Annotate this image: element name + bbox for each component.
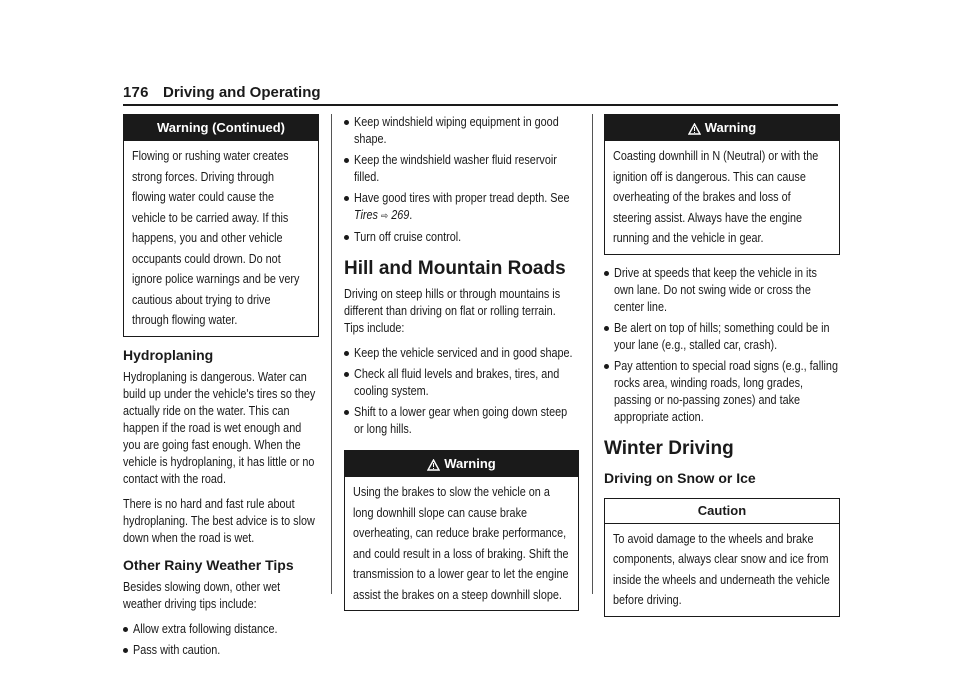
column-3: [604, 114, 840, 625]
page-header: [123, 84, 838, 102]
hill-tips-list: [344, 345, 579, 438]
warning-coasting-title: Warning: [704, 120, 757, 135]
bullet-icon: [123, 648, 128, 653]
bullet-icon: [344, 196, 349, 201]
hill-roads-intro: Driving on steep hills or through mountains is different than driving on flat or rolling terrain. Tips include:: [344, 287, 561, 335]
bullet-icon: [344, 372, 349, 377]
bullet-icon: [604, 271, 609, 276]
list-item: Pay attention to special road signs (e.g., falling rocks area, winding roads, long grades, passing or no-passing zones) and take appropriate action.: [604, 358, 840, 426]
caution-text: To avoid damage to the wheels and brake components, always clear snow and ice from inside the wheels and underneath the vehicle before driving.: [613, 531, 830, 607]
list-item: Shift to a lower gear when going down steep or long hills.: [344, 404, 579, 438]
warning-coasting-text: Coasting downhill in N (Neutral) or with the ignition off is dangerous. This can cause overheating of the brakes and loss of steering assist. Always have the engine running and the vehicle in gear.: [613, 149, 819, 245]
hydroplaning-paragraph-2: There is no hard and fast rule about hydroplaning. The best advice is to slow down when the road is wet.: [123, 496, 315, 545]
tires-link[interactable]: Tires: [354, 208, 378, 222]
list-item: Check all fluid levels and brakes, tires, and cooling system.: [344, 366, 579, 400]
snow-ice-heading: Driving on Snow or Ice: [604, 469, 756, 486]
header-divider: [123, 104, 838, 106]
column-divider: [331, 114, 332, 594]
page-number: 176: [123, 84, 149, 101]
list-item: Keep the vehicle serviced and in good shape.: [344, 345, 579, 362]
list-item: Drive at speeds that keep the vehicle in its own lane. Do not swing wide or cross the center line.: [604, 265, 840, 316]
list-item: Have good tires with proper tread depth. See Tires ⇨ 269.: [344, 190, 579, 225]
warning-continued-title: Warning (Continued): [124, 115, 318, 141]
rainy-tips-intro: Besides slowing down, other wet weather driving tips include:: [123, 579, 281, 611]
rainy-tips-list: [123, 621, 319, 659]
tires-page-link[interactable]: 269: [391, 208, 410, 222]
warning-coasting-header: [605, 115, 839, 141]
warning-triangle-icon: [427, 459, 440, 471]
hill-roads-heading: Hill and Mountain Roads: [344, 258, 566, 279]
caution-box: [604, 498, 840, 617]
hydroplaning-paragraph-1: Hydroplaning is dangerous. Water can build up under the vehicle's tires so they actually ride on the water. This can happen if the road is wet enough and you are going fast enough. When the vehicle is hydroplaning, it has little or no contact with the road.: [123, 369, 316, 486]
warning-brakes-title: Warning: [444, 456, 496, 471]
bullet-icon: [344, 235, 349, 240]
section-title: Driving and Operating: [163, 84, 321, 101]
bullet-icon: [123, 627, 128, 632]
column-2: [344, 114, 579, 619]
winter-driving-heading: Winter Driving: [604, 437, 734, 459]
column-1: [123, 114, 319, 665]
list-item: Turn off cruise control.: [344, 229, 579, 246]
rainy-tips-list-cont: [344, 114, 579, 246]
warning-triangle-icon: [688, 123, 701, 135]
bullet-icon: [344, 120, 349, 125]
list-item: Keep windshield wiping equipment in good shape.: [344, 114, 579, 148]
bullet-icon: [344, 410, 349, 415]
warning-continued-text: Flowing or rushing water creates strong forces. Driving through flowing water could cause the vehicle to be carried away. If this happens, you and other vehicle occupants could drown. Do not ignore police warnings and be very cautious about trying to drive through flowing water.: [132, 149, 300, 327]
column-divider: [592, 114, 593, 594]
hill-tips-list-cont: [604, 265, 840, 426]
caution-title: Caution: [605, 499, 839, 524]
hydroplaning-heading: Hydroplaning: [123, 346, 214, 363]
list-item: Pass with caution.: [123, 642, 319, 659]
warning-brakes-text: Using the brakes to slow the vehicle on a long downhill slope can cause brake overheating, can reduce brake performance, and could result in a loss of braking. Shift the transmission to a lower gear to let the engine assist the brakes on a steep downhill slope.: [353, 485, 569, 602]
list-item: Be alert on top of hills; something could be in your lane (e.g., stalled car, crash).: [604, 320, 840, 354]
warning-coasting-box: [604, 114, 840, 255]
warning-continued-box: [123, 114, 319, 337]
rainy-tips-heading: Other Rainy Weather Tips: [123, 556, 294, 573]
warning-brakes-box: [344, 450, 579, 611]
bullet-icon: [604, 364, 609, 369]
list-item: Allow extra following distance.: [123, 621, 319, 638]
bullet-icon: [604, 326, 609, 331]
warning-brakes-header: [345, 451, 578, 477]
bullet-icon: [344, 158, 349, 163]
list-item: Keep the windshield washer fluid reservoir filled.: [344, 152, 579, 186]
bullet-icon: [344, 351, 349, 356]
page-ref-arrow-icon: ⇨: [380, 211, 389, 222]
